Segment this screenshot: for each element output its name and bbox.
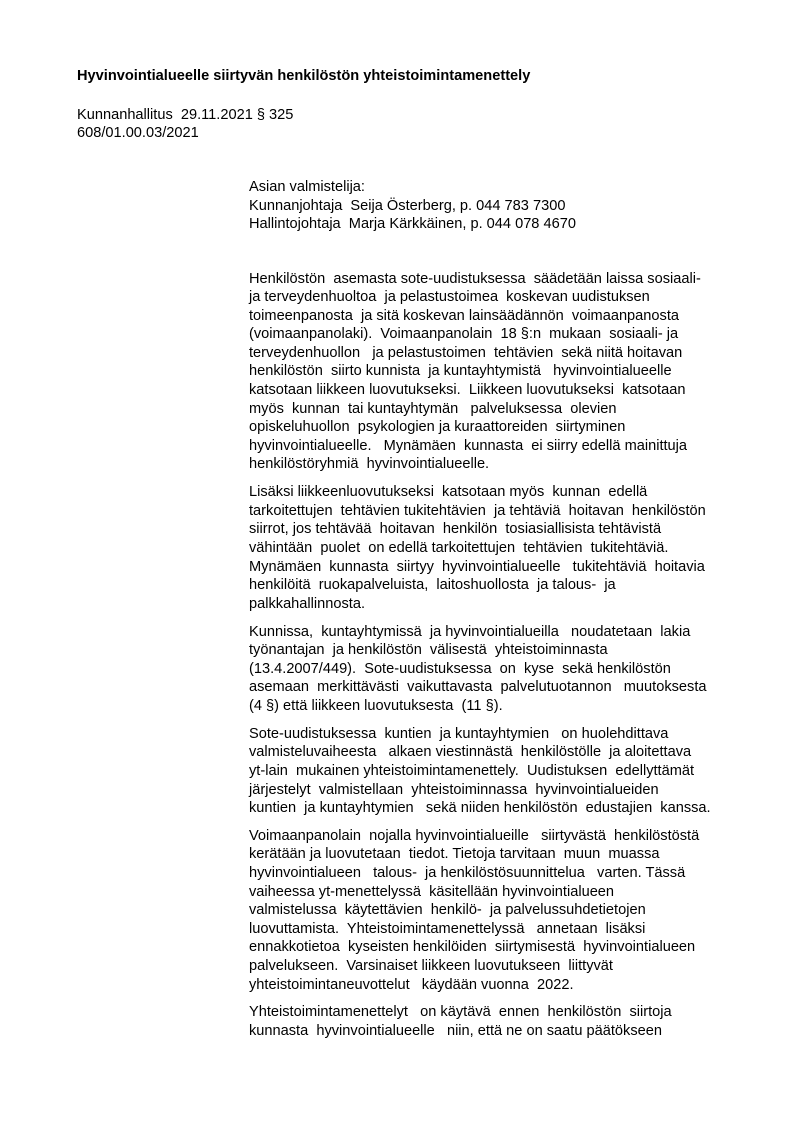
- paragraph-line: Henkilöstön asemasta sote-uudistuksessa säädetään laissa sosiaali-: [249, 270, 701, 287]
- paragraph-line: ja terveydenhuoltoa ja pelastustoimea koskevan uudistuksen: [249, 289, 650, 306]
- paragraph-line: Mynämäen kunnasta siirtyy hyvinvointialueelle tukitehtäviä hoitavia: [249, 558, 705, 575]
- document-title: Hyvinvointialueelle siirtyvän henkilöstön yhteistoimintamenettely: [77, 68, 531, 84]
- paragraph-line: palvelukseen. Varsinaiset liikkeen luovutukseen liittyvät: [249, 958, 613, 975]
- paragraph-line: (13.4.2007/449). Sote-uudistuksessa on kyse sekä henkilöstön: [249, 660, 671, 677]
- paragraph-line: Kunnissa, kuntayhtymissä ja hyvinvointialueilla noudatetaan lakia: [249, 623, 691, 640]
- paragraph-line: tarkoitettujen tehtävien tukitehtävien ja tehtäviä hoitavan henkilöstön: [249, 502, 706, 519]
- paragraph-line: palkkahallinnosta.: [249, 595, 366, 612]
- paragraph-line: katsotaan liikkeen luovutukseksi. Liikkeen luovutukseksi katsotaan: [249, 382, 686, 399]
- paragraph-line: yhteistoimintaneuvottelut käydään vuonna 2022.: [249, 976, 574, 993]
- paragraph-line: Lisäksi liikkeenluovutukseksi katsotaan myös kunnan edellä: [249, 484, 648, 501]
- paragraph-line: vaiheessa yt-menettelyssä käsitellään hyvinvointialueen: [249, 883, 615, 900]
- paragraph-line: opiskeluhuollon psykologien ja kuraattoreiden siirtyminen: [249, 419, 626, 436]
- paragraph-line: siirrot, jos tehtävää hoitavan henkilön tosiasiallisista tehtävistä: [249, 521, 662, 538]
- paragraph: [249, 1003, 711, 1040]
- paragraph-line: Yhteistoimintamenettelyt on käytävä ennen henkilöstön siirtoja: [249, 1004, 672, 1021]
- paragraph-line: työnantajan ja henkilöstön välisestä yhteistoiminnasta: [249, 642, 608, 659]
- paragraph-line: (voimaanpanolaki). Voimaanpanolain 18 §:n mukaan sosiaali- ja: [249, 326, 679, 343]
- paragraph-line: henkilöstöryhmiä hyvinvointialueelle.: [249, 456, 490, 473]
- paragraph-line: henkilöitä ruokapalveluista, laitoshuollosta ja talous- ja: [249, 577, 616, 594]
- paragraph-line: henkilöstön siirto kunnista ja kuntayhtymistä hyvinvointialueelle: [249, 363, 672, 380]
- meeting-info: [77, 106, 293, 143]
- paragraph-line: luovuttamista. Yhteistoimintamenettelyssä annetaan lisäksi: [249, 920, 646, 937]
- paragraph: [249, 725, 711, 818]
- paragraph: [249, 483, 711, 613]
- paragraph-line: yt-lain mukainen yhteistoimintamenettely. Uudistuksen edellyttämät: [249, 762, 695, 779]
- paragraph-line: hyvinvointialueen talous- ja henkilöstösuunnittelua varten. Tässä: [249, 865, 686, 882]
- paragraph-line: valmisteluvaiheesta alkaen viestinnästä henkilöstölle ja aloitettava: [249, 744, 692, 761]
- paragraph-line: ennakkotietoa kyseisten henkilöiden siirtymisestä hyvinvointialueen: [249, 939, 696, 956]
- paragraph-line: toimeenpanosta ja sitä koskevan lainsäädännön voimaanpanosta: [249, 307, 679, 324]
- paragraph-line: Sote-uudistuksessa kuntien ja kuntayhtymien on huolehdittava: [249, 725, 669, 742]
- paragraph-line: kerätään ja luovutetaan tiedot. Tietoja tarvitaan muun muassa: [249, 846, 660, 863]
- paragraph-line: valmistelussa käytettävien henkilö- ja palvelussuhdetietojen: [249, 902, 646, 919]
- preparers-label: Asian valmistelija:: [249, 179, 365, 195]
- paragraph-line: myös kunnan tai kuntayhtymän palveluksessa olevien: [249, 400, 617, 417]
- meeting-reference: Kunnanhallitus 29.11.2021 § 325: [77, 107, 294, 123]
- diary-number: 608/01.00.03/2021: [77, 125, 199, 142]
- paragraph-line: asemaan merkittävästi vaikuttavasta palvelutuotannon muutoksesta: [249, 679, 707, 696]
- paragraph: [249, 623, 711, 716]
- paragraph-line: Voimaanpanolain nojalla hyvinvointialueille siirtyvästä henkilöstöstä: [249, 827, 700, 844]
- preparer-line: Hallintojohtaja Marja Kärkkäinen, p. 044 078 4670: [249, 216, 576, 233]
- paragraph-line: terveydenhuollon ja pelastustoimen tehtävien sekä niitä hoitavan: [249, 344, 683, 361]
- paragraph-line: (4 §) että liikkeen luovutuksesta (11 §).: [249, 697, 503, 714]
- paragraph-line: kuntien ja kuntayhtymien sekä niiden henkilöstön edustajien kanssa.: [249, 800, 711, 817]
- preparers-block: [249, 178, 576, 234]
- paragraph-line: kunnasta hyvinvointialueelle niin, että ne on saatu päätökseen: [249, 1023, 662, 1039]
- paragraph-line: vähintään puolet on edellä tarkoitettujen tehtävien tukitehtäviä.: [249, 540, 669, 556]
- paragraph: [249, 270, 711, 475]
- preparer-line: Kunnanjohtaja Seija Österberg, p. 044 783 7300: [249, 197, 566, 214]
- document-body: [249, 270, 711, 1050]
- paragraph-line: järjestelyt valmistellaan yhteistoiminnassa hyvinvointialueiden: [249, 781, 659, 798]
- paragraph: [249, 827, 711, 994]
- paragraph-line: hyvinvointialueelle. Mynämäen kunnasta ei siirry edellä mainittuja: [249, 437, 688, 454]
